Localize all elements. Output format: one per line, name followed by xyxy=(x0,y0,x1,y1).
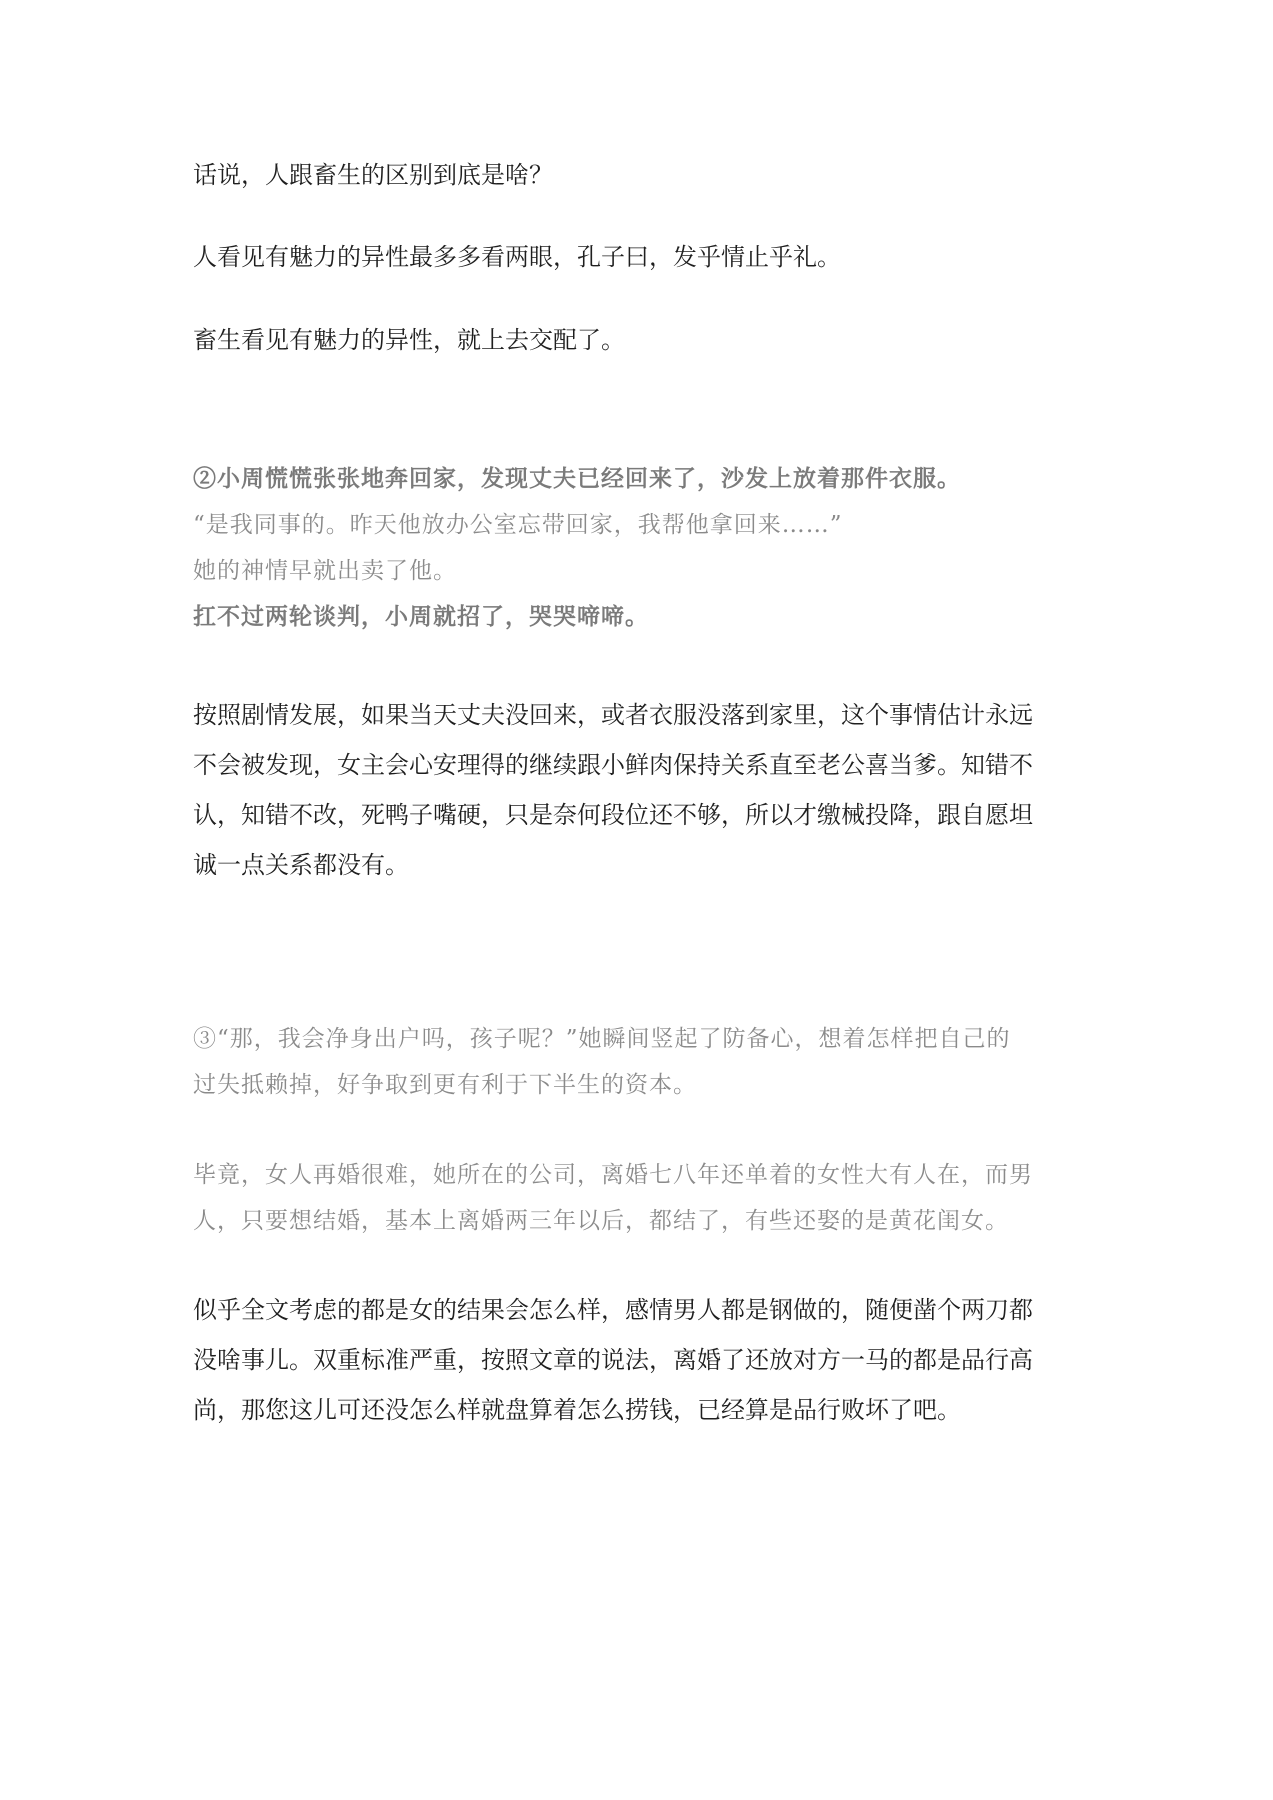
paragraph-4-line-3: 认，知错不改，死鸭子嘴硬，只是奈何段位还不够，所以才缴械投降，跟自愿坦 xyxy=(193,801,1033,829)
quote-2-line-2: “是我同事的。昨天他放办公室忘带回家，我帮他拿回来……” xyxy=(193,512,843,538)
paragraph-5-line-3: 尚，那您这儿可还没怎么样就盘算着怎么捞钱，已经算是品行败坏了吧。 xyxy=(193,1396,961,1424)
quote-block-3 xyxy=(193,1016,1093,1108)
quote-block-2 xyxy=(193,456,1093,640)
quote-block-3b xyxy=(193,1152,1093,1244)
quote-3-line-1: ③“那，我会净身出户吗，孩子呢？”她瞬间竖起了防备心，想着怎样把自己的 xyxy=(193,1026,1011,1052)
quote-2-line-3: 她的神情早就出卖了他。 xyxy=(193,558,457,584)
paragraph-4 xyxy=(193,690,1093,890)
paragraph-1: 话说，人跟畜生的区别到底是啥？ xyxy=(193,161,553,189)
paragraph-5-line-1: 似乎全文考虑的都是女的结果会怎么样，感情男人都是钢做的，随便凿个两刀都 xyxy=(193,1296,1033,1324)
paragraph-5 xyxy=(193,1285,1093,1435)
paragraph-2: 人看见有魅力的异性最多多看两眼，孔子曰，发乎情止乎礼。 xyxy=(193,243,841,271)
paragraph-4-line-1: 按照剧情发展，如果当天丈夫没回来，或者衣服没落到家里，这个事情估计永远 xyxy=(193,701,1033,729)
quote-3b-line-1: 毕竟，女人再婚很难，她所在的公司，离婚七八年还单着的女性大有人在，而男 xyxy=(193,1162,1033,1188)
quote-3-line-2: 过失抵赖掉，好争取到更有利于下半生的资本。 xyxy=(193,1072,697,1098)
paragraph-3: 畜生看见有魅力的异性，就上去交配了。 xyxy=(193,326,625,354)
quote-2-line-4: 扛不过两轮谈判，小周就招了，哭哭啼啼。 xyxy=(193,603,649,630)
quote-3b-line-2: 人，只要想结婚，基本上离婚两三年以后，都结了，有些还娶的是黄花闺女。 xyxy=(193,1208,1009,1234)
paragraph-4-line-2: 不会被发现，女主会心安理得的继续跟小鲜肉保持关系直至老公喜当爹。知错不 xyxy=(193,751,1033,779)
paragraph-5-line-2: 没啥事儿。双重标准严重，按照文章的说法，离婚了还放对方一马的都是品行高 xyxy=(193,1346,1033,1374)
quote-2-line-1: ②小周慌慌张张地奔回家，发现丈夫已经回来了，沙发上放着那件衣服。 xyxy=(193,465,961,492)
paragraph-4-line-4: 诚一点关系都没有。 xyxy=(193,851,409,879)
